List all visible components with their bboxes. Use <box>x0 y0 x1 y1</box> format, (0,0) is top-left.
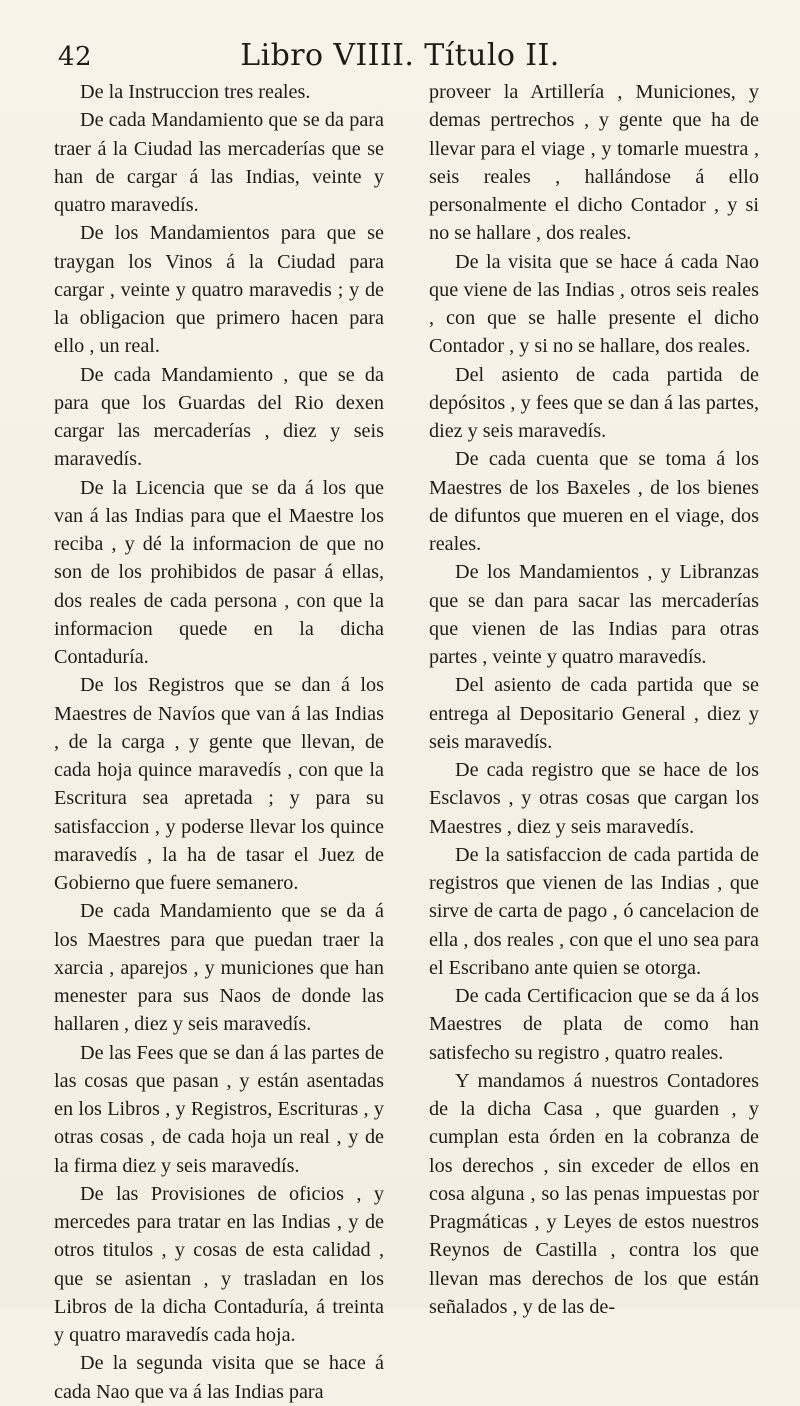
paragraph: Del asiento de cada partida que se entrega al Depositario General , diez y seis maravedís. <box>429 674 759 753</box>
paragraph: De los Registros que se dan á los Maestres de Navíos que van á las Indias , de la carga , y gente que llevan, de cada hoja quince maravedís , con que la Escritura sea apretada ; y para su satisfaccion , y poderse llevar los quince maravedís , la ha de tasar el Juez de Gobierno que fuere semanero. <box>54 674 384 894</box>
page-number: 42 <box>58 42 93 72</box>
paragraph: De los Mandamientos para que se traygan los Vinos á la Ciudad para cargar , veinte y quatro maravedis ; y de la obligacion que primero hacen para ello , un real. <box>54 222 384 358</box>
paragraph: De las Provisiones de oficios , y mercedes para tratar en las Indias , y de otros titulos , y cosas de esta calidad , que se asientan , y trasladan en los Libros de la dicha Contaduría, á treinta y quatro maravedís cada hoja. <box>54 1182 384 1346</box>
paragraph: De los Mandamientos , y Libranzas que se dan para sacar las mercaderías que vienen de las Indias para otras partes , veinte y quatro maravedís. <box>429 561 759 668</box>
left-column <box>54 78 384 1406</box>
running-title: Libro VIIII. Título II. <box>240 38 560 73</box>
paragraph: De la visita que se hace á cada Nao que viene de las Indias , otros seis reales , con que se halle presente el dicho Contador , y si no se hallare, dos reales. <box>429 250 759 358</box>
paragraph-continued: proveer la Artillería , Municiones, y demas pertrechos , y gente que ha de llevar para el viage , y tomarle muestra , seis reales , hallándose á ello personalmente el dicho Contador , y si no se hallare , dos reales. <box>429 81 759 245</box>
paragraph: De las Fees que se dan á las partes de las cosas que pasan , y están asentadas en los Libros , y Registros, Escrituras , y otras cosas , de cada hoja un real , y de la firma diez y seis maravedís. <box>54 1041 384 1177</box>
paragraph: De cada cuenta que se toma á los Maestres de los Baxeles , de los bienes de difuntos que mueren en el viage, dos reales. <box>429 448 759 555</box>
paragraph: De cada registro que se hace de los Esclavos , y otras cosas que cargan los Maestres , diez y seis maravedís. <box>429 759 759 838</box>
paragraph: De la Licencia que se da á los que van á las Indias para que el Maestre los reciba , y dé la informacion de que no son de los prohibidos de pasar á ellas, dos reales de cada persona , con que la informacion quede en la dicha Contaduría. <box>54 476 384 668</box>
paragraph: De la segunda visita que se hace á cada Nao que va á las Indias para <box>54 1352 384 1403</box>
paragraph: De cada Mandamiento que se da á los Maestres para que puedan traer la xarcia , aparejos , y municiones que han menester para sus Naos de donde las hallaren , diez y seis maravedís. <box>54 900 384 1036</box>
paragraph: De cada Certificacion que se da á los Maestres de plata de como han satisfecho su registro , quatro reales. <box>429 985 759 1064</box>
paragraph: De cada Mandamiento que se da para traer á la Ciudad las mercaderías que se han de cargar á las Indias, veinte y quatro maravedís. <box>54 109 384 216</box>
paragraph: De la satisfaccion de cada partida de registros que vienen de las Indias , que sirve de carta de pago , ó cancelacion de ella , dos reales , con que el uno sea para el Escribano ante quien se otorga. <box>429 843 759 979</box>
paragraph: Y mandamos á nuestros Contadores de la dicha Casa , que guarden , y cumplan esta órden en la cobranza de los derechos , sin exceder de ellos en cosa alguna , so las penas impuestas por Pragmáticas , y Leyes de estos nuestros Reynos de Castilla , contra los que llevan mas derechos de los que están señalados , y de las de- <box>429 1069 759 1318</box>
page-header <box>0 36 800 76</box>
paragraph: Del asiento de cada partida de depósitos , y fees que se dan á las partes, diez y seis maravedís. <box>429 363 759 442</box>
right-column <box>429 78 759 1321</box>
paragraph: De cada Mandamiento , que se da para que los Guardas del Rio dexen cargar las mercaderías , diez y seis maravedís. <box>54 363 384 471</box>
paragraph: De la Instruccion tres reales. <box>80 81 311 103</box>
